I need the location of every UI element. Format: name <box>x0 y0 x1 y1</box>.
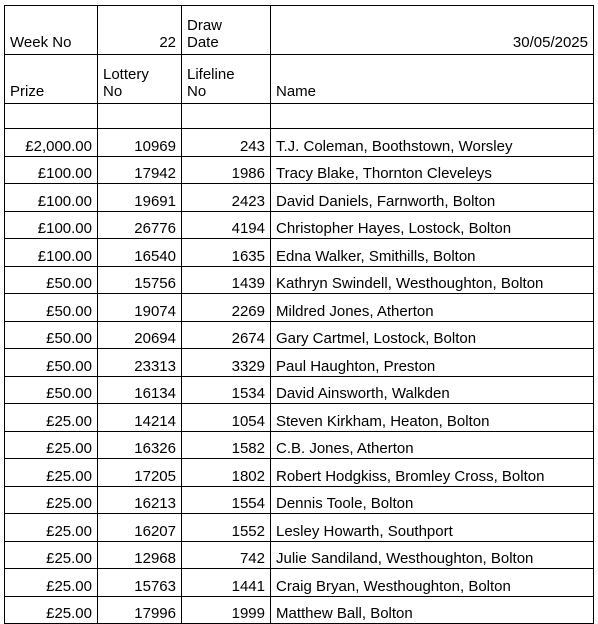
name-cell: Paul Haughton, Preston <box>271 349 594 377</box>
prize-cell: £100.00 <box>5 239 98 267</box>
name-cell: C.B. Jones, Atherton <box>271 431 594 459</box>
column-header-prize: Prize <box>5 55 98 104</box>
lifeline-cell: 1534 <box>182 376 271 404</box>
name-cell: Robert Hodgkiss, Bromley Cross, Bolton <box>271 459 594 487</box>
lottery-cell: 16134 <box>98 376 182 404</box>
draw-date-value: 30/05/2025 <box>271 6 594 55</box>
name-cell: Craig Bryan, Westhoughton, Bolton <box>271 569 594 597</box>
prize-cell: £50.00 <box>5 376 98 404</box>
name-cell: Dennis Toole, Bolton <box>271 486 594 514</box>
table-row <box>5 349 594 377</box>
table-row <box>5 541 594 569</box>
table-row <box>5 321 594 349</box>
lottery-cell: 12968 <box>98 541 182 569</box>
table-row <box>5 156 594 184</box>
prize-cell: £100.00 <box>5 156 98 184</box>
lottery-cell: 16213 <box>98 486 182 514</box>
lottery-cell: 17942 <box>98 156 182 184</box>
lifeline-cell: 2674 <box>182 321 271 349</box>
lifeline-cell: 1441 <box>182 569 271 597</box>
prize-cell: £25.00 <box>5 514 98 542</box>
results-table <box>4 5 594 624</box>
lottery-cell: 10969 <box>98 129 182 157</box>
lottery-cell: 17996 <box>98 596 182 624</box>
column-header-lifeline-line2: No <box>187 83 207 100</box>
prize-cell: £50.00 <box>5 321 98 349</box>
week-label: Week No <box>5 6 98 55</box>
lifeline-cell: 1582 <box>182 431 271 459</box>
lottery-cell: 14214 <box>98 404 182 432</box>
table-row <box>5 184 594 212</box>
draw-date-label-line2: Date <box>187 34 219 51</box>
draw-date-label-line1: Draw <box>187 17 223 34</box>
lifeline-cell: 1554 <box>182 486 271 514</box>
column-header-lottery <box>98 55 182 104</box>
table-row <box>5 211 594 239</box>
name-cell: Gary Cartmel, Lostock, Bolton <box>271 321 594 349</box>
prize-cell: £25.00 <box>5 596 98 624</box>
name-cell: Matthew Ball, Bolton <box>271 596 594 624</box>
name-cell: David Daniels, Farnworth, Bolton <box>271 184 594 212</box>
column-header-lottery-line1: Lottery <box>103 66 149 83</box>
lifeline-cell: 742 <box>182 541 271 569</box>
lifeline-cell: 1439 <box>182 266 271 294</box>
lifeline-cell: 1054 <box>182 404 271 432</box>
lifeline-cell: 1635 <box>182 239 271 267</box>
name-cell: Lesley Howarth, Southport <box>271 514 594 542</box>
lottery-cell: 16207 <box>98 514 182 542</box>
name-cell: Edna Walker, Smithills, Bolton <box>271 239 594 267</box>
lottery-cell: 15756 <box>98 266 182 294</box>
prize-cell: £25.00 <box>5 431 98 459</box>
lottery-cell: 17205 <box>98 459 182 487</box>
column-header-lottery-line2: No <box>103 83 123 100</box>
column-header-name: Name <box>271 55 594 104</box>
name-cell: Tracy Blake, Thornton Cleveleys <box>271 156 594 184</box>
name-cell: Steven Kirkham, Heaton, Bolton <box>271 404 594 432</box>
lifeline-cell: 3329 <box>182 349 271 377</box>
prize-cell: £25.00 <box>5 404 98 432</box>
lifeline-cell: 243 <box>182 129 271 157</box>
lifeline-cell: 4194 <box>182 211 271 239</box>
prize-cell: £2,000.00 <box>5 129 98 157</box>
prize-cell: £25.00 <box>5 486 98 514</box>
lottery-cell: 16540 <box>98 239 182 267</box>
table-row <box>5 376 594 404</box>
lifeline-cell: 2423 <box>182 184 271 212</box>
blank-cell <box>271 104 594 129</box>
blank-row <box>5 104 594 129</box>
table-row <box>5 404 594 432</box>
lottery-cell: 15763 <box>98 569 182 597</box>
draw-date-label <box>182 6 271 55</box>
table-row <box>5 431 594 459</box>
lifeline-cell: 1802 <box>182 459 271 487</box>
prize-cell: £100.00 <box>5 211 98 239</box>
prize-cell: £100.00 <box>5 184 98 212</box>
blank-cell <box>98 104 182 129</box>
lifeline-cell: 2269 <box>182 294 271 322</box>
lottery-cell: 19074 <box>98 294 182 322</box>
header-row <box>5 6 594 55</box>
lottery-cell: 20694 <box>98 321 182 349</box>
prize-cell: £50.00 <box>5 266 98 294</box>
column-header-lifeline-line1: Lifeline <box>187 66 235 83</box>
name-cell: Julie Sandiland, Westhoughton, Bolton <box>271 541 594 569</box>
table-row <box>5 239 594 267</box>
column-header-lifeline <box>182 55 271 104</box>
name-cell: Mildred Jones, Atherton <box>271 294 594 322</box>
week-value: 22 <box>98 6 182 55</box>
prize-cell: £50.00 <box>5 294 98 322</box>
lottery-cell: 16326 <box>98 431 182 459</box>
lottery-cell: 26776 <box>98 211 182 239</box>
table-row <box>5 569 594 597</box>
prize-cell: £25.00 <box>5 541 98 569</box>
blank-cell <box>5 104 98 129</box>
prize-cell: £25.00 <box>5 569 98 597</box>
table-row <box>5 266 594 294</box>
table-row <box>5 294 594 322</box>
lifeline-cell: 1986 <box>182 156 271 184</box>
table-row <box>5 459 594 487</box>
table-row <box>5 129 594 157</box>
column-header-row <box>5 55 594 104</box>
name-cell: Christopher Hayes, Lostock, Bolton <box>271 211 594 239</box>
name-cell: Kathryn Swindell, Westhoughton, Bolton <box>271 266 594 294</box>
lifeline-cell: 1552 <box>182 514 271 542</box>
name-cell: T.J. Coleman, Boothstown, Worsley <box>271 129 594 157</box>
lifeline-cell: 1999 <box>182 596 271 624</box>
table-row <box>5 596 594 624</box>
prize-cell: £25.00 <box>5 459 98 487</box>
lottery-cell: 19691 <box>98 184 182 212</box>
name-cell: David Ainsworth, Walkden <box>271 376 594 404</box>
blank-cell <box>182 104 271 129</box>
table-row <box>5 486 594 514</box>
lottery-cell: 23313 <box>98 349 182 377</box>
prize-cell: £50.00 <box>5 349 98 377</box>
table-row <box>5 514 594 542</box>
